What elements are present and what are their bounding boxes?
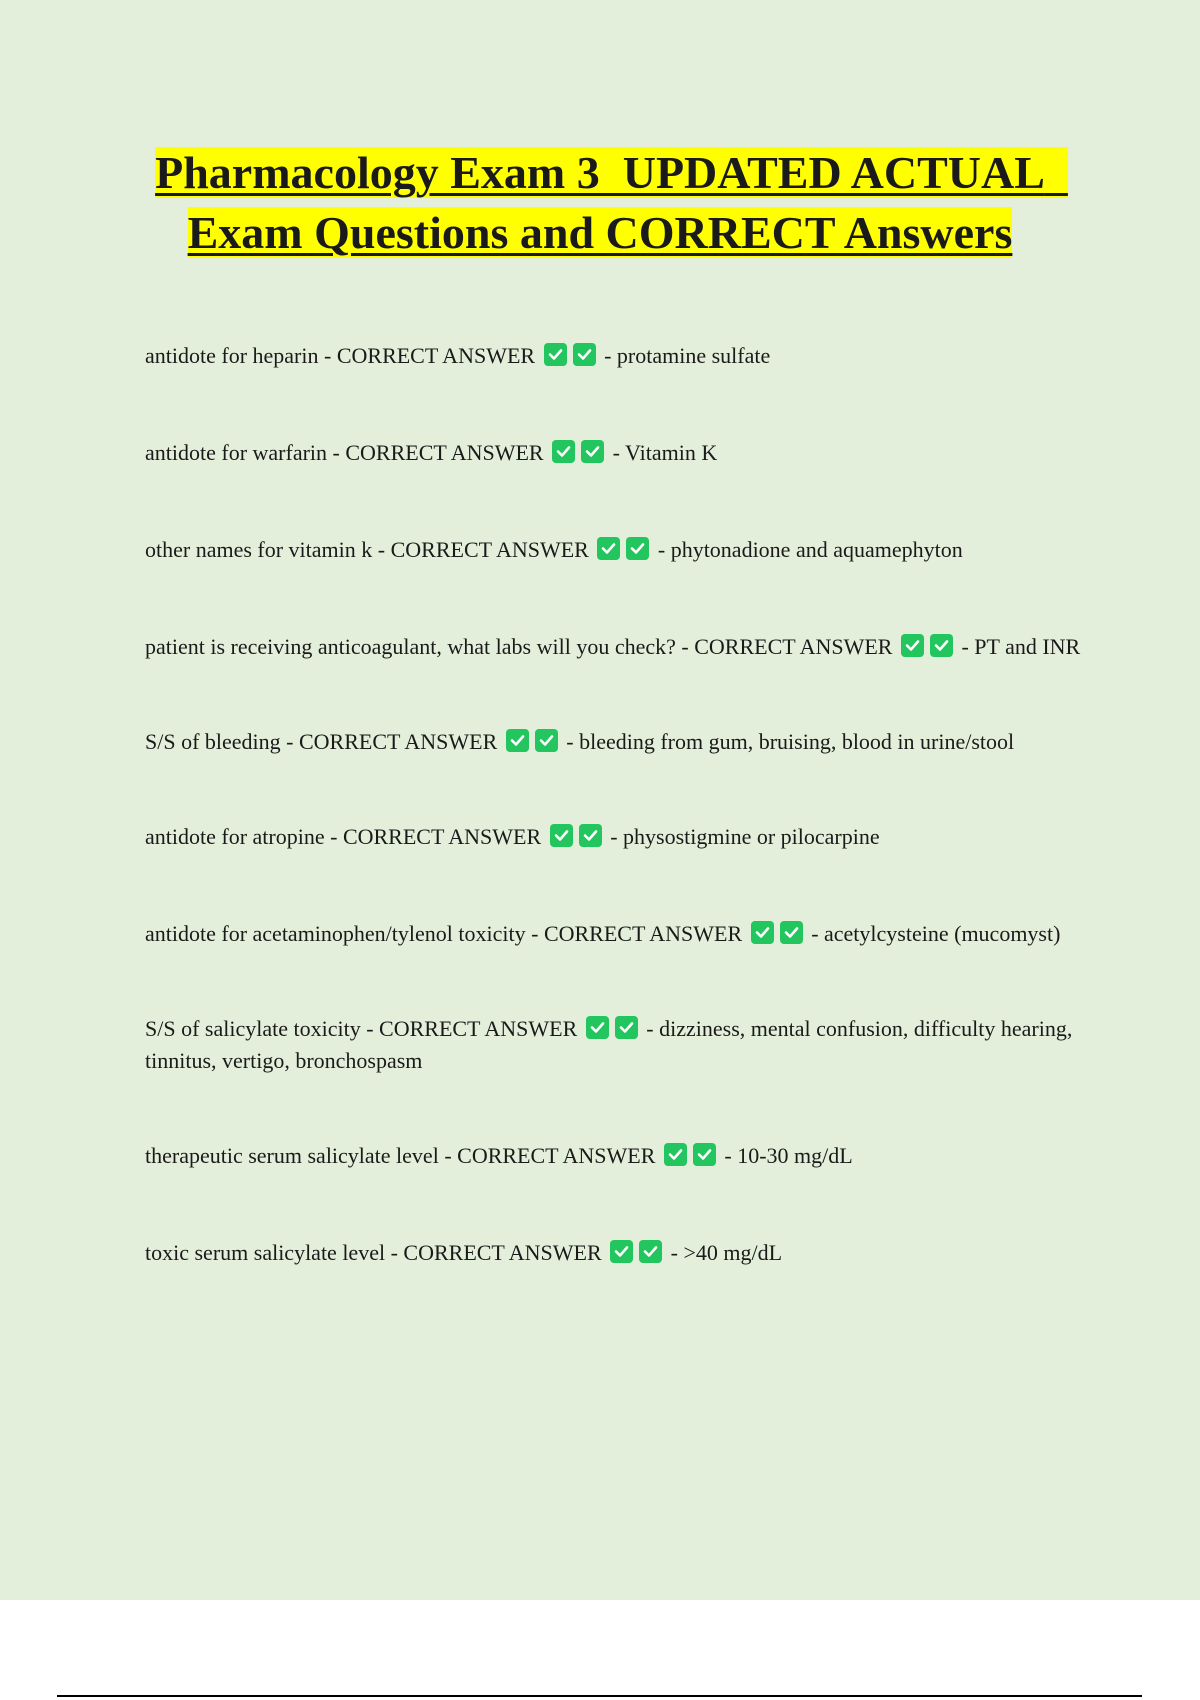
- answer-text: phytonadione and aquamephyton: [670, 537, 963, 562]
- answer-text: Vitamin K: [625, 440, 718, 465]
- answer-text: >40 mg/dL: [683, 1240, 783, 1265]
- check-icon: [586, 1016, 609, 1039]
- answer-marker: CORRECT ANSWER: [457, 1143, 656, 1168]
- qa-item: antidote for warfarin - CORRECT ANSWER - Vitamin K: [145, 440, 718, 465]
- question-text: therapeutic serum salicylate level: [145, 1143, 439, 1168]
- check-icon: [610, 1240, 633, 1263]
- answer-text: dizziness, mental confusion, difficulty hearing, tinnitus, vertigo, bronchospasm: [145, 1016, 1073, 1073]
- answer-text: protamine sulfate: [616, 343, 771, 368]
- answer-marker: CORRECT ANSWER: [543, 921, 743, 946]
- qa-item: antidote for atropine - CORRECT ANSWER - physostigmine or pilocarpine: [145, 824, 880, 849]
- qa-list: [145, 340, 1085, 1334]
- check-icon: [664, 1143, 687, 1166]
- check-icon: [639, 1240, 662, 1263]
- footer-rule: [57, 1695, 1142, 1697]
- check-icon: [573, 343, 596, 366]
- qa-item: toxic serum salicylate level - CORRECT ANSWER - >40 mg/dL: [145, 1240, 783, 1265]
- check-icon: [544, 343, 567, 366]
- check-icon: [581, 440, 604, 463]
- check-icon: [615, 1016, 638, 1039]
- question-text: other names for vitamin k: [145, 537, 373, 562]
- answer-text: PT and INR: [974, 634, 1081, 659]
- answer-marker: CORRECT ANSWER: [390, 537, 589, 562]
- answer-text: 10-30 mg/dL: [737, 1143, 853, 1168]
- answer-marker: CORRECT ANSWER: [342, 824, 542, 849]
- check-icon: [597, 537, 620, 560]
- answer-marker: CORRECT ANSWER: [379, 1016, 578, 1041]
- question-text: S/S of salicylate toxicity: [145, 1016, 361, 1041]
- check-icon: [751, 921, 774, 944]
- qa-item: patient is receiving anticoagulant, what labs will you check? - CORRECT ANSWER - PT and INR: [145, 634, 1081, 659]
- qa-item: antidote for heparin - CORRECT ANSWER - protamine sulfate: [145, 343, 771, 368]
- qa-item: antidote for acetaminophen/tylenol toxicity - CORRECT ANSWER - acetylcysteine (mucomyst): [145, 921, 1061, 946]
- check-icon: [780, 921, 803, 944]
- answer-marker: CORRECT ANSWER: [299, 729, 498, 754]
- question-text: patient is receiving anticoagulant, what labs will you check?: [145, 634, 676, 659]
- check-icon: [550, 824, 573, 847]
- qa-item: other names for vitamin k - CORRECT ANSWER - phytonadione and aquamephyton: [145, 537, 963, 562]
- check-icon: [552, 440, 575, 463]
- answer-text: acetylcysteine (mucomyst): [824, 921, 1061, 946]
- check-icon: [579, 824, 602, 847]
- check-icon: [535, 729, 558, 752]
- answer-marker: CORRECT ANSWER: [403, 1240, 602, 1265]
- document-title: [100, 143, 1100, 263]
- qa-item: therapeutic serum salicylate level - CORRECT ANSWER - 10-30 mg/dL: [145, 1143, 853, 1168]
- question-text: antidote for atropine: [145, 824, 325, 849]
- check-icon: [506, 729, 529, 752]
- answer-marker: CORRECT ANSWER: [694, 634, 893, 659]
- answer-marker: CORRECT ANSWER: [345, 440, 544, 465]
- question-text: S/S of bleeding: [145, 729, 281, 754]
- question-text: antidote for acetaminophen/tylenol toxicity: [145, 921, 526, 946]
- answer-marker: CORRECT ANSWER: [336, 343, 536, 368]
- check-icon: [930, 634, 953, 657]
- answer-text: bleeding from gum, bruising, blood in urine/stool: [579, 729, 1015, 754]
- check-icon: [626, 537, 649, 560]
- answer-text: physostigmine or pilocarpine: [623, 824, 880, 849]
- check-icon: [901, 634, 924, 657]
- question-text: toxic serum salicylate level: [145, 1240, 386, 1265]
- question-text: antidote for warfarin: [145, 440, 328, 465]
- qa-item: S/S of salicylate toxicity - CORRECT ANSWER - dizziness, mental confusion, difficulty hearing, tinnitus, vertigo, bronchospasm: [145, 1016, 1073, 1073]
- check-icon: [693, 1143, 716, 1166]
- question-text: antidote for heparin: [145, 343, 319, 368]
- document-title-text: Pharmacology Exam 3 UPDATED ACTUAL Exam Questions and CORRECT Answers: [155, 147, 1068, 258]
- qa-item: S/S of bleeding - CORRECT ANSWER - bleeding from gum, bruising, blood in urine/stool: [145, 729, 1015, 754]
